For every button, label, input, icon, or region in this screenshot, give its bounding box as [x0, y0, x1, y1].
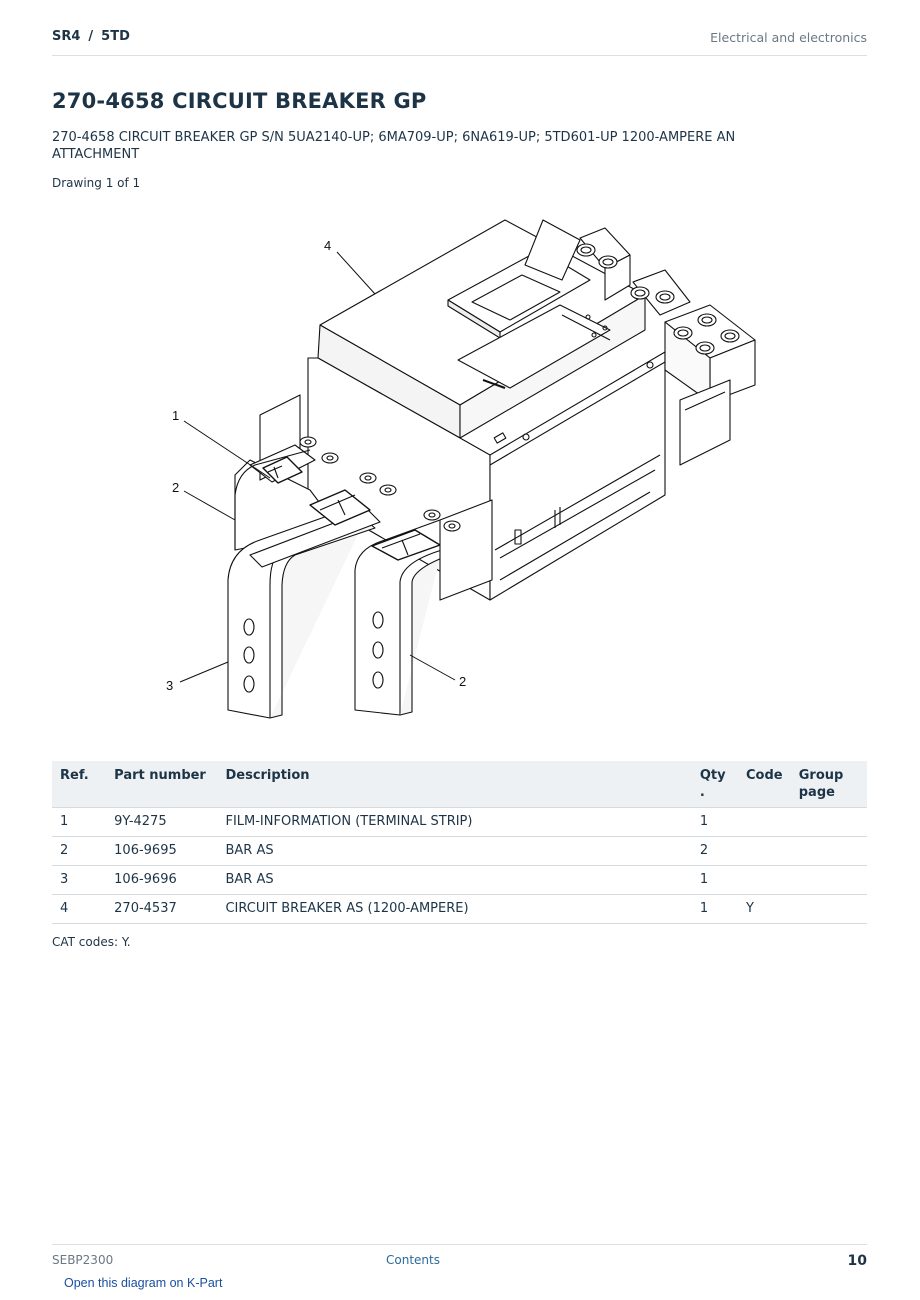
- breadcrumb-serial-prefix[interactable]: 5TD: [101, 29, 130, 44]
- cell-qty: 2: [692, 837, 738, 866]
- parts-table: [52, 761, 867, 924]
- col-part-number: Part number: [106, 761, 217, 808]
- cell-group-page: [791, 866, 867, 895]
- cell-code: [738, 837, 791, 866]
- callout-3: 3: [166, 678, 174, 693]
- col-group-page: Group page: [791, 761, 867, 808]
- callout-1: 1: [172, 408, 180, 423]
- cell-ref: 4: [52, 895, 106, 924]
- callout-2-lower: 2: [459, 674, 467, 689]
- cell-group-page: [791, 837, 867, 866]
- parts-table-header: [52, 761, 867, 808]
- page-number: 10: [847, 1253, 867, 1269]
- cell-code: [738, 808, 791, 837]
- page-subtitle: 270-4658 CIRCUIT BREAKER GP S/N 5UA2140-UP; 6MA709-UP; 6NA619-UP; 5TD601-UP 1200-AMPERE AN ATTACHMENT: [52, 130, 736, 162]
- breadcrumb: [52, 29, 130, 44]
- cell-part-number[interactable]: 9Y-4275: [106, 808, 217, 837]
- contents-link[interactable]: Contents: [386, 1253, 440, 1267]
- col-code: Code: [738, 761, 791, 808]
- col-description: Description: [217, 761, 691, 808]
- cell-description: BAR AS: [217, 837, 691, 866]
- cell-group-page: [791, 895, 867, 924]
- cell-part-number[interactable]: 106-9696: [106, 866, 217, 895]
- drawing-label: Drawing 1 of 1: [52, 176, 141, 190]
- kpart-link[interactable]: Open this diagram on K-Part: [64, 1276, 223, 1290]
- parts-drawing: [150, 210, 770, 730]
- cat-codes-note: CAT codes: Y.: [52, 935, 131, 949]
- table-row: [52, 866, 867, 895]
- cell-qty: 1: [692, 808, 738, 837]
- cell-description: CIRCUIT BREAKER AS (1200-AMPERE): [217, 895, 691, 924]
- cell-code: [738, 866, 791, 895]
- page-footer: [52, 1244, 867, 1275]
- cell-ref: 3: [52, 866, 106, 895]
- table-row: [52, 837, 867, 866]
- cell-part-number[interactable]: 106-9695: [106, 837, 217, 866]
- cell-ref: 2: [52, 837, 106, 866]
- page-title: 270-4658 CIRCUIT BREAKER GP: [52, 89, 427, 113]
- section-name: Electrical and electronics: [710, 30, 867, 45]
- table-row: [52, 895, 867, 924]
- breadcrumb-model[interactable]: SR4: [52, 29, 81, 44]
- table-row: [52, 808, 867, 837]
- cell-ref: 1: [52, 808, 106, 837]
- page-header: [52, 29, 867, 56]
- document-id: SEBP2300: [52, 1253, 114, 1267]
- col-qty: Qty .: [692, 761, 738, 808]
- cell-part-number[interactable]: 270-4537: [106, 895, 217, 924]
- cell-description: FILM-INFORMATION (TERMINAL STRIP): [217, 808, 691, 837]
- callout-4: 4: [324, 238, 332, 253]
- callout-2-upper: 2: [172, 480, 180, 495]
- breadcrumb-separator: /: [88, 29, 94, 44]
- cell-qty: 1: [692, 866, 738, 895]
- cell-code: Y: [738, 895, 791, 924]
- cell-description: BAR AS: [217, 866, 691, 895]
- cell-group-page: [791, 808, 867, 837]
- cell-qty: 1: [692, 895, 738, 924]
- col-ref: Ref.: [52, 761, 106, 808]
